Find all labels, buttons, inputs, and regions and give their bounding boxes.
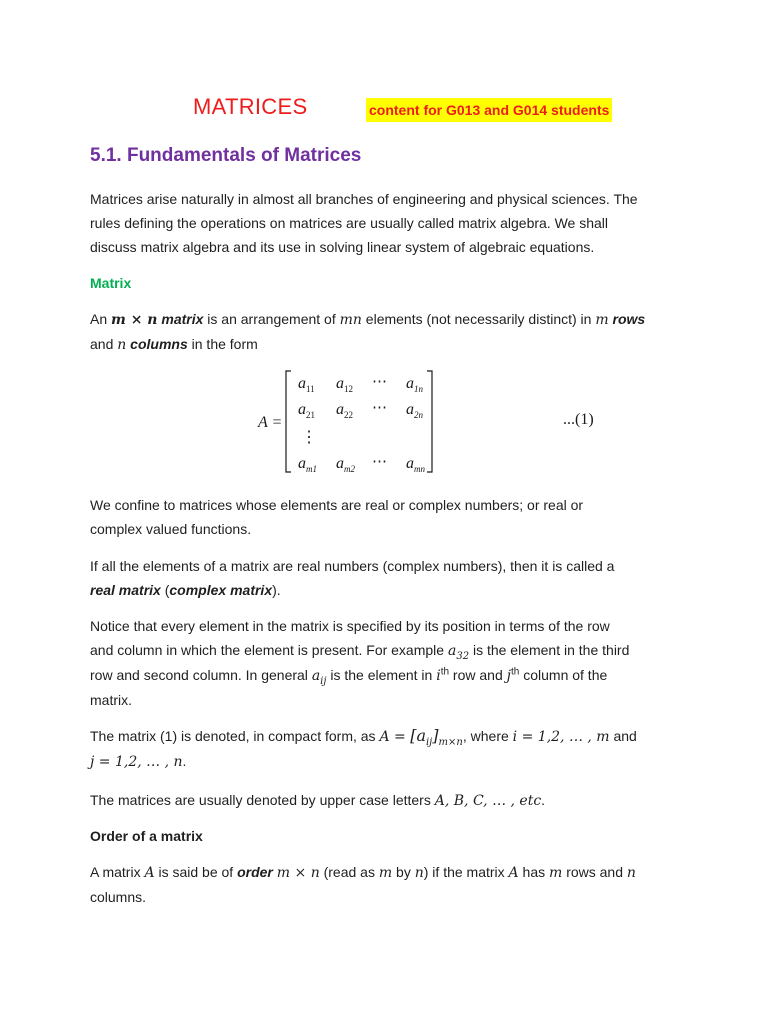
left-bracket (286, 371, 291, 472)
order-n: n (414, 865, 424, 881)
def-rows: rows (608, 311, 646, 327)
def-text: elements (not necessarily distinct) in (361, 311, 596, 327)
notice-line-4: matrix. (90, 692, 132, 708)
real-line-2 (90, 578, 690, 602)
compact-j-range: j = 1,2, … , n (90, 754, 183, 770)
order-text: has (518, 864, 550, 880)
intro-line-2: rules defining the operations on matrices are usually called matrix algebra. We shall (90, 215, 609, 231)
compact-text: The matrix (1) is denoted, in compact form, as (90, 728, 380, 744)
matrix-lhs: A = (258, 414, 283, 431)
notice-text: row and second column. In general (90, 667, 312, 683)
section-heading: 5.1. Fundamentals of Matrices (90, 145, 362, 166)
cell-am1: $a_{m1}$ (298, 455, 317, 474)
cell-a12: $a_{12}$ (336, 375, 353, 394)
def-mn: mn (339, 312, 362, 328)
notice-text: row and (449, 667, 507, 683)
cell-vdots: ⋮ (301, 429, 317, 446)
cell-hdots-1: ⋯ (372, 374, 387, 390)
order-text: by (392, 864, 415, 880)
real-matrix-term: real matrix (90, 582, 161, 598)
notice-text: is the element in (326, 667, 437, 683)
order-line-2: columns. (90, 889, 147, 905)
audience-highlight: content for G013 and G014 students (366, 98, 612, 122)
compact-bracket: [a (410, 726, 426, 745)
order-line-1 (90, 860, 690, 885)
punct: ). (272, 582, 281, 598)
order-term: order (237, 864, 273, 880)
definition-paragraph (90, 307, 690, 357)
notice-text: and column in which the element is present. For example (90, 642, 448, 658)
def-n: n (117, 337, 127, 353)
cell-a22: $a_{22}$ (336, 401, 353, 420)
notice-line-3 (90, 663, 690, 688)
punct: . (541, 792, 546, 808)
notice-paragraph (90, 614, 690, 712)
a32-base: a (447, 643, 457, 659)
compact-i-range: i = 1,2, … , m (512, 729, 610, 745)
cell-hdots-4: ⋯ (372, 454, 387, 470)
order-A: A (144, 865, 155, 881)
notice-line-1: Notice that every element in the matrix is specified by its position in terms of the row (90, 618, 610, 634)
compact-text: , where (462, 728, 513, 744)
definition-line-1 (90, 307, 690, 332)
order-heading: Order of a matrix (90, 828, 203, 844)
page-title: MATRICES (193, 94, 308, 119)
matrix-equation (250, 362, 450, 477)
confine-line-2: complex valued functions. (90, 521, 252, 537)
compact-paragraph (90, 724, 690, 774)
def-columns: columns (126, 336, 188, 352)
cell-amn: $a_{mn}$ (406, 455, 425, 474)
a32-sub: 32 (456, 650, 470, 662)
cell-am2: $a_{m2}$ (336, 455, 355, 474)
def-text: An (90, 311, 112, 327)
aij-sub: ij (320, 675, 327, 687)
compact-bracket-close: ] (432, 726, 439, 745)
right-bracket (427, 371, 432, 472)
upper-text: The matrices are usually denoted by upper case letters (90, 792, 435, 808)
complex-matrix-term: complex matrix (169, 582, 273, 598)
notice-text: is the element in the third (469, 642, 630, 658)
order-m: m (378, 865, 393, 881)
cell-a2n: $a_{2n}$ (406, 401, 423, 420)
notice-line-2 (90, 638, 690, 663)
def-text: is an arrangement of (203, 311, 340, 327)
upper-letters: A, B, C, … , etc (434, 793, 542, 809)
def-matrix-word: matrix (157, 311, 204, 327)
order-n2: n (626, 865, 636, 881)
order-text: A matrix (90, 864, 145, 880)
notice-text: column of the (519, 667, 608, 683)
equation-number: ...(1) (563, 411, 594, 428)
th-sup: th (440, 666, 450, 678)
intro-paragraph (90, 187, 690, 259)
def-mxn: m × n (111, 312, 158, 328)
order-paragraph (90, 860, 690, 909)
order-text: (read as (319, 864, 379, 880)
cell-a1n: $a_{1n}$ (406, 375, 423, 394)
def-m: m (595, 312, 609, 328)
upper-case-paragraph (90, 788, 690, 813)
order-text: rows and (562, 864, 627, 880)
order-text: ) if the matrix (423, 864, 509, 880)
confine-paragraph (90, 493, 690, 541)
j-var: j (506, 668, 511, 684)
order-A2: A (508, 865, 519, 881)
order-text: is said be of (154, 864, 238, 880)
cell-a21: $a_{21}$ (298, 401, 315, 420)
cell-a11: $a_{11}$ (298, 375, 315, 394)
aij-base: a (311, 668, 321, 684)
real-line-1: If all the elements of a matrix are real numbers (complex numbers), then it is called a (90, 558, 615, 574)
compact-A: A = (379, 729, 411, 745)
compact-line-2 (90, 749, 690, 774)
cell-hdots-2: ⋯ (372, 400, 387, 416)
th-sup: th (510, 666, 520, 678)
intro-line-3: discuss matrix algebra and its use in solving linear system of algebraic equations. (90, 239, 595, 255)
matrix-heading: Matrix (90, 275, 132, 291)
i-var: i (436, 668, 441, 684)
def-text: in the form (187, 336, 258, 352)
intro-line-1: Matrices arise naturally in almost all branches of engineering and physical sciences. The (90, 191, 638, 207)
confine-line-1: We confine to matrices whose elements are real or complex numbers; or real or (90, 497, 584, 513)
compact-ij: ij (425, 736, 433, 748)
order-mxn: m × n (276, 865, 320, 881)
order-m2: m (549, 865, 563, 881)
punct: ( (160, 582, 170, 598)
compact-line-1 (90, 724, 690, 749)
real-matrix-paragraph (90, 554, 690, 602)
definition-line-2 (90, 332, 690, 357)
compact-text: and (609, 728, 637, 744)
compact-mxn: m×n (438, 736, 463, 748)
punct: . (182, 753, 187, 769)
def-text: and (90, 336, 118, 352)
